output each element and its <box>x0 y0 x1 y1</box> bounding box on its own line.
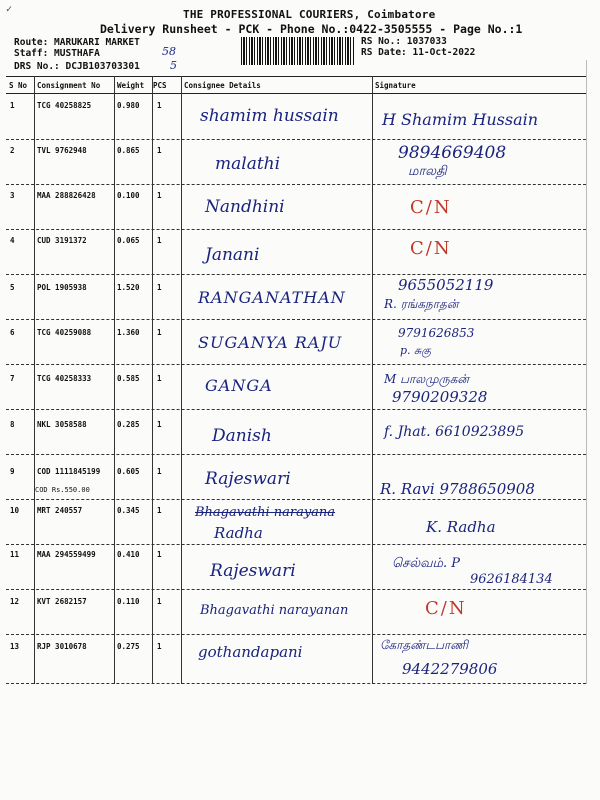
row-pcs: 1 <box>157 101 162 110</box>
row-signature: C/N <box>410 197 452 218</box>
row-separator <box>6 589 586 590</box>
row-sno: 4 <box>10 236 15 245</box>
drs-label: DRS No.: DCJB103703301 <box>14 61 140 72</box>
row-separator <box>6 364 586 365</box>
staff-label: Staff: MUSTHAFA <box>14 48 100 59</box>
corner-mark: ✓ <box>6 4 13 15</box>
row-separator <box>6 229 586 230</box>
row-signature: C/N <box>425 598 467 619</box>
row-sno: 11 <box>10 550 20 559</box>
row-consignee: SUGANYA RAJU <box>198 333 343 352</box>
row-signature: 9894669408 <box>398 143 507 163</box>
row-consignment-no: TVL 9762948 <box>37 146 87 155</box>
row-consignee: Bhagavathi narayanan <box>200 603 349 618</box>
row-weight: 0.275 <box>117 642 140 651</box>
row-weight: 0.285 <box>117 420 140 429</box>
row-weight: 0.605 <box>117 467 140 476</box>
col-header-weight: Weight <box>117 81 145 90</box>
row-sno: 5 <box>10 283 15 292</box>
row-consignment-no: RJP 3010678 <box>37 642 87 651</box>
row-separator <box>6 454 586 455</box>
row-pcs: 1 <box>157 328 162 337</box>
col-divider <box>34 76 35 684</box>
row-consignment-no: KVT 2682157 <box>37 597 87 606</box>
rs-number: RS No.: 1037033 <box>361 36 447 47</box>
row-signature: 9655052119 <box>398 276 494 294</box>
row-sno: 7 <box>10 374 15 383</box>
row-consignment-no: POL 1905938 <box>37 283 87 292</box>
row-sno: 3 <box>10 191 15 200</box>
row-consignment-no: TCG 40258333 <box>37 374 92 383</box>
row-pcs: 1 <box>157 420 162 429</box>
row-signature-secondary: R. ரங்கநாதன் <box>384 297 459 311</box>
row-separator <box>6 319 586 320</box>
row-pcs: 1 <box>157 283 162 292</box>
row-signature: f. Jhat. 6610923895 <box>384 424 525 440</box>
col-header-consignee: Consignee Details <box>184 81 261 90</box>
row-sno: 9 <box>10 467 15 476</box>
row-consignee: Radha <box>214 524 263 542</box>
row-weight: 0.980 <box>117 101 140 110</box>
row-weight: 0.110 <box>117 597 140 606</box>
row-weight: 1.360 <box>117 328 140 337</box>
row-pcs: 1 <box>157 191 162 200</box>
table-header-border <box>6 93 586 94</box>
row-separator <box>6 409 586 410</box>
row-signature: 9791626853 <box>398 326 475 340</box>
row-sno: 6 <box>10 328 15 337</box>
col-divider <box>114 76 115 684</box>
row-separator <box>6 274 586 275</box>
row-weight: 0.345 <box>117 506 140 515</box>
row-sno: 12 <box>10 597 20 606</box>
row-pcs: 1 <box>157 642 162 651</box>
handwritten-count: 58 <box>162 45 176 58</box>
row-consignment-no: MAA 294559499 <box>37 550 96 559</box>
row-consignee: malathi <box>215 154 281 174</box>
row-consignee: Danish <box>212 426 272 446</box>
row-separator <box>6 634 586 635</box>
row-consignment-no: NKL 3058588 <box>37 420 87 429</box>
col-header-sno: S No <box>9 81 28 90</box>
row-consignment-no: CUD 3191372 <box>37 236 87 245</box>
row-signature-secondary: மாலதி <box>408 164 447 179</box>
row-signature: செல்வம். P <box>392 556 461 571</box>
row-consignee: RANGANATHAN <box>198 288 346 307</box>
row-pcs: 1 <box>157 597 162 606</box>
barcode <box>241 37 354 65</box>
row-weight: 1.520 <box>117 283 140 292</box>
row-consignee: shamim hussain <box>200 106 339 126</box>
company-title: THE PROFESSIONAL COURIERS, Coimbatore <box>183 8 436 21</box>
row-sno: 10 <box>10 506 20 515</box>
col-divider <box>372 76 373 684</box>
col-divider <box>152 76 153 684</box>
row-signature-secondary: 9442279806 <box>402 660 498 678</box>
row-weight: 0.410 <box>117 550 140 559</box>
row-consignee: Nandhini <box>205 197 285 217</box>
row-signature-secondary: 9626184134 <box>470 572 553 587</box>
row-weight: 0.065 <box>117 236 140 245</box>
row-signature: கோதண்டபாணி <box>380 638 469 652</box>
row-consignee: Rajeswari <box>205 469 291 489</box>
row-consignment-no: TCG 40258825 <box>37 101 92 110</box>
row-separator <box>6 499 586 500</box>
row-separator <box>6 544 586 545</box>
row-pcs: 1 <box>157 506 162 515</box>
row-pcs: 1 <box>157 146 162 155</box>
row-separator <box>6 184 586 185</box>
row-separator <box>6 139 586 140</box>
col-header-consignment: Consignment No <box>37 81 101 90</box>
row-sno: 13 <box>10 642 20 651</box>
row-weight: 0.100 <box>117 191 140 200</box>
row-consignee: Rajeswari <box>210 561 296 581</box>
row-signature-secondary: p. சுகு <box>400 344 431 357</box>
row-sno: 2 <box>10 146 15 155</box>
row-pcs: 1 <box>157 374 162 383</box>
table-top-border <box>6 76 586 77</box>
row-consignment-no: TCG 40259088 <box>37 328 92 337</box>
row-separator <box>6 683 586 684</box>
row-consignment-no: MAA 288826428 <box>37 191 96 200</box>
row-signature: H Shamim Hussain <box>382 110 539 129</box>
row-consignee: GANGA <box>205 376 273 395</box>
route-label: Route: MARUKARI MARKET <box>14 37 140 48</box>
runsheet-subtitle: Delivery Runsheet - PCK - Phone No.:0422-3505555 - Page No.:1 <box>100 22 523 36</box>
row-signature: M பாலமுருகன் <box>384 372 470 386</box>
row-pcs: 1 <box>157 550 162 559</box>
row-consignee-struck: Bhagavathi narayana <box>195 505 336 520</box>
row-consignment-no: MRT 240557 <box>37 506 83 515</box>
rs-date: RS Date: 11-Oct-2022 <box>361 47 476 58</box>
row-consignee: Janani <box>205 245 260 265</box>
row-pcs: 1 <box>157 467 162 476</box>
row-sno: 8 <box>10 420 15 429</box>
row-consignment-no: COD 1111845199 <box>37 467 101 476</box>
row-consignee: gothandapani <box>198 643 303 661</box>
row-signature: K. Radha <box>426 518 496 536</box>
page-right-edge <box>586 60 587 684</box>
row-pcs: 1 <box>157 236 162 245</box>
row-sno: 1 <box>10 101 15 110</box>
row-signature: C/N <box>410 238 452 259</box>
col-header-pcs: PCS <box>153 81 167 90</box>
col-header-signature: Signature <box>375 81 416 90</box>
cod-amount: COD Rs.550.00 <box>35 486 90 494</box>
row-weight: 0.865 <box>117 146 140 155</box>
handwritten-pages: 5 <box>170 59 177 72</box>
col-divider <box>181 76 182 684</box>
row-weight: 0.585 <box>117 374 140 383</box>
row-signature-secondary: 9790209328 <box>392 388 488 406</box>
row-signature: R. Ravi 9788650908 <box>380 480 535 498</box>
